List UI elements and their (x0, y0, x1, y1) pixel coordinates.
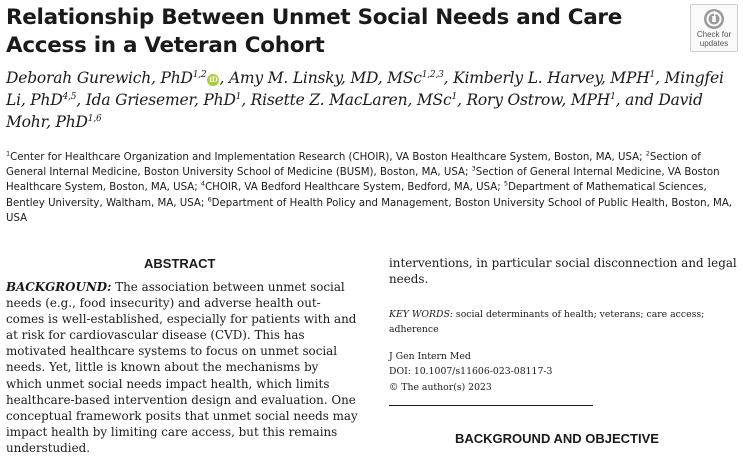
affil-text: Department of Mathematical Sciences, Bentley University, Waltham, MA, USA; (6, 182, 707, 209)
author-affil-ref: 1,2,3 (421, 69, 444, 80)
affil-ref: 3 (471, 164, 476, 173)
abstract-heading: ABSTRACT (144, 256, 216, 271)
affil-text: Center for Healthcare Organization and Implementation Research (CHOIR), VA Boston Healthcare System, Boston, MA, USA; (10, 152, 646, 163)
article-title: Relationship Between Unmet Social Needs and Care Access in a Veteran Cohort (6, 5, 622, 58)
affiliations (6, 150, 738, 226)
author-affil-ref: 4,5 (62, 91, 77, 102)
author-name[interactable]: Risette Z. MacLaren, MSc (250, 91, 452, 109)
author-name[interactable]: Ida Griesemer, PhD (85, 91, 236, 109)
author-name[interactable]: Mingfei Li, PhD (6, 69, 724, 109)
abstract-background (6, 279, 358, 456)
affil-ref: 6 (207, 195, 212, 204)
badge-line-1: Check for (696, 30, 732, 39)
affil-ref: 4 (200, 180, 206, 189)
check-updates-icon (702, 7, 726, 31)
background-text: The association between unmet social needs (e.g., food insecurity) and adverse health out-comes is well-established, especially for patients with and at risk for cardiovascular disease (CVD). This has motivated healthcare systems to focus on unmet social needs. Yet, little is known about the mechanisms by which unmet social needs impact health, which limits healthcare-based intervention design and evaluation. One conceptual framework posits that unmet social needs may impact health by limiting care access, but this remains understudied. (6, 280, 358, 455)
author-separator: , (443, 69, 454, 87)
author-separator: , (456, 91, 467, 109)
doi-link[interactable]: DOI: 10.1007/s11606-023-08117-3 (389, 366, 553, 378)
author-name[interactable]: Amy M. Linsky, MD, MSc (228, 69, 422, 87)
keywords (389, 307, 739, 337)
divider (389, 405, 593, 406)
affil-text: CHOIR, VA Bedford Healthcare System, Bedford, MA, USA; (205, 182, 504, 194)
author-affil-ref: 1 (235, 91, 242, 102)
background-label: BACKGROUND: (6, 280, 112, 294)
affil-text: Section of General Internal Medicine, Boston University School of Medicine (BUSM), Boston, MA, USA; (6, 152, 701, 179)
keywords-text: social determinants of health; veterans; care access; adherence (389, 309, 705, 335)
author-list (6, 67, 736, 133)
affil-ref: 5 (503, 180, 509, 189)
check-for-updates-badge[interactable] (690, 4, 738, 52)
author-separator: , (219, 69, 229, 87)
journal-name: J Gen Intern Med (389, 351, 471, 362)
author-name[interactable]: Deborah Gurewich, PhD (6, 69, 193, 87)
badge-line-2: updates (699, 38, 729, 48)
author-separator: , (76, 91, 86, 109)
author-separator: , (241, 91, 251, 109)
author-separator: , (655, 69, 665, 87)
author-affil-ref: 1,6 (87, 113, 102, 124)
orcid-icon[interactable]: iD (209, 75, 218, 84)
author-affil-ref: 1 (451, 91, 457, 102)
copyright: © The author(s) 2023 (389, 381, 492, 393)
keywords-label: KEY WORDS: (389, 309, 453, 320)
author-affil-ref: 1 (610, 91, 616, 102)
author-name[interactable]: Kimberly L. Harvey, MPH (453, 69, 650, 87)
author-separator: , and (615, 91, 659, 109)
affil-ref: 1 (6, 149, 11, 158)
author-affil-ref: 1,2 (192, 69, 207, 80)
affil-text: Department of Health Policy and Management, Boston University School of Public Health, Boston, MA, USA (6, 197, 733, 224)
author-affil-ref: 1 (649, 69, 656, 80)
affil-ref: 2 (645, 149, 650, 158)
author-name[interactable]: David Mohr, PhD (6, 91, 703, 131)
section-heading: BACKGROUND AND OBJECTIVE (455, 431, 659, 446)
abstract-continuation: interventions, in particular social disconnection and legal needs. (389, 256, 737, 287)
citation-block (389, 349, 689, 395)
affil-text: Section of General Internal Medicine, VA Boston Healthcare System, Boston, MA, USA; (6, 167, 720, 194)
author-name[interactable]: Rory Ostrow, MPH (466, 91, 611, 109)
